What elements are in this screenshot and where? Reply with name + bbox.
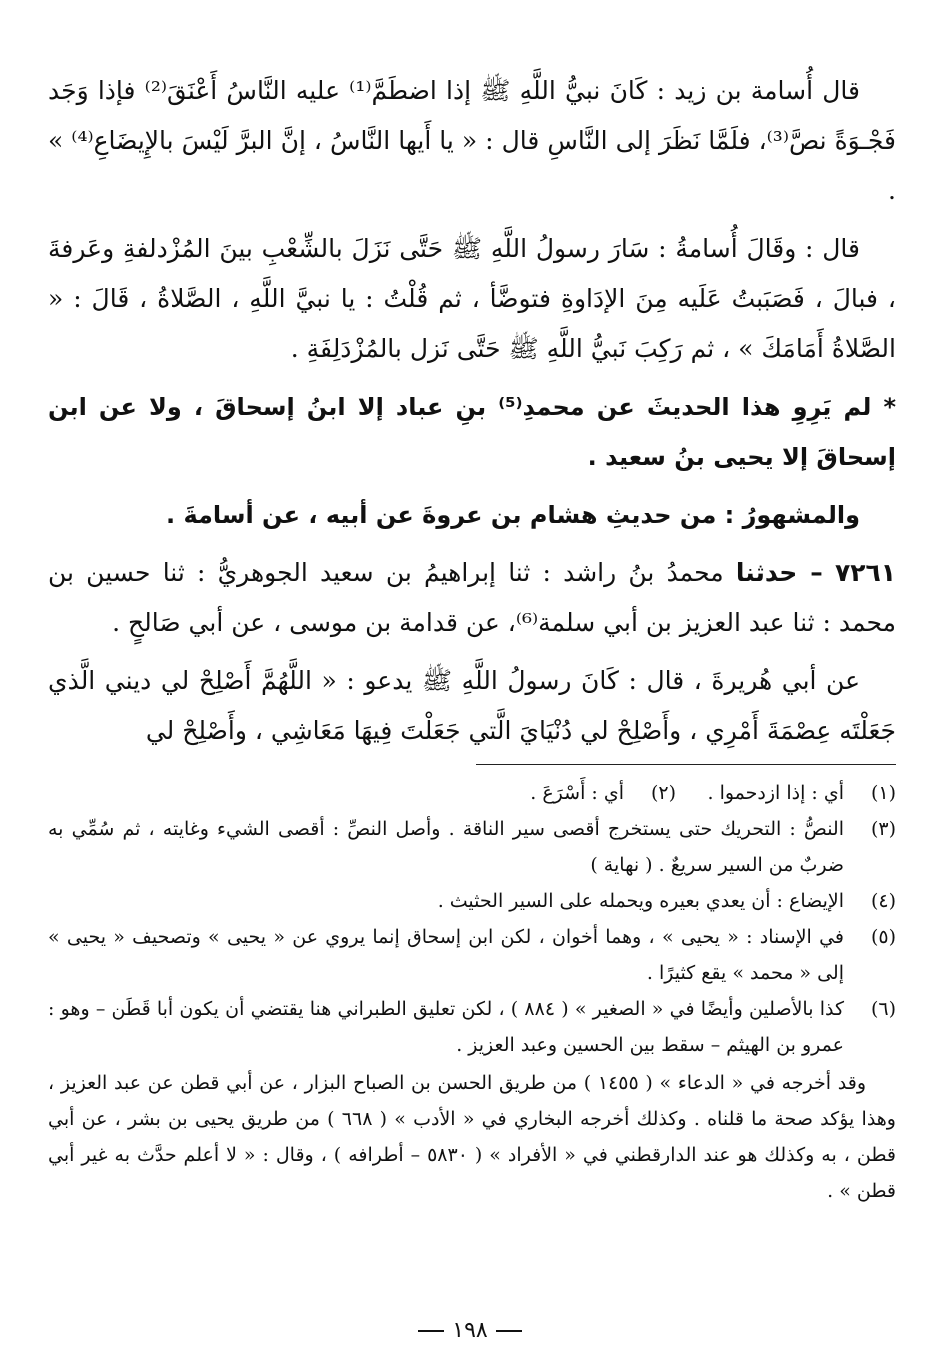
main-text [48, 66, 896, 756]
hadith-isnad-text: محمدُ بنُ راشد : ثنا إبراهيمُ بن سعيد الجوهريُّ : ثنا حسين بن محمد : ثنا عبد العزيز بن أبي سلمة⁽⁶⁾، عن قدامة بن موسى ، عن أبي صَالحٍ . [48, 558, 896, 637]
footnote-text: في الإسناد : « يحيى » ، وهما أخوان ، لكن ابن إسحاق إنما يروي عن « يحيى » وتصحيف « يحيى » إلى « محمد » يقع كثيرًا . [48, 926, 844, 984]
footnote-text: الإيضاع : أن يعدي بعيره ويحمله على السير الحثيث . [437, 890, 844, 912]
hadith-7261-matn: عن أبي هُريرةَ ، قال : كَانَ رسولُ اللَّهِ ﷺ يدعو : « اللَّهُمَّ أَصْلِحْ لي ديني الَّذي جَعَلْتَه عِصْمَةَ أَمْرِي ، وأَصْلِحْ لي دُنْيَايَ الَّتي جَعَلْتَ فِيهَا مَعَاشِي ، وأَصْلِحْ لي [48, 666, 896, 745]
footnote-number: (٦) [870, 998, 896, 1020]
footnote-6-continuation: وقد أخرجه في « الدعاء » ( ١٤٥٥ ) من طريق الحسن بن الصباح البزار ، عن أبي قطن عن عبد العزيز ، وهذا يؤكد صحة ما قلناه . وكذلك أخرجه البخاري في « الأدب » ( ٦٦٨ ) من طريق يحيى بن بشر ، عن أبي قطن ، به وكذلك هو عند الدارقطني في « الأفراد » ( ٥٨٣٠ – أطرافه ) ، وقال : « لا أعلم حدَّث به غير أبي قطن » . [48, 1072, 896, 1202]
paragraph-usama-2: قال : وقَالَ أُسامةُ : سَارَ رسولُ اللَّهِ ﷺ حَتَّى نَزَلَ بالشِّعْبِ بينَ المُزْدلفةِ وعَرفةَ ، فبالَ ، فَصَبَبتُ عَلَيه مِنَ الإدَاوةِ فتوضَّأ ، ثم قُلْتُ : يا نبيَّ اللَّهِ ، الصَّلاةُ ، قَالَ : « الصَّلاةُ أَمَامَكَ » ، ثم رَكِبَ نَبيُّ اللَّهِ ﷺ حَتَّى نَزل بالمُزْدَلِفَةِ . [48, 234, 896, 363]
mashhur-paragraph: والمشهورُ : من حديثِ هشام بن عروةَ عن أبيه ، عن أسامةَ . [165, 501, 860, 529]
paragraph-usama-1: قال أُسامة بن زيد : كَانَ نبيُّ اللَّهِ ﷺ إذا اضطَمَّ⁽¹⁾ عليه النَّاسُ أَعْنَقَ⁽²⁾ فإذا وَجَد فَجْـوَةً نصَّ⁽³⁾، فلَمَّا نَظَرَ إلى النَّاسِ قال : « يا أَيها النَّاسُ ، إنَّ البرَّ لَيْسَ بالإِيضَاعِ⁽⁴⁾ » . [48, 76, 896, 205]
footnote-number: (١) [870, 782, 896, 804]
footnote-number: (٥) [870, 926, 896, 948]
footnote-text: أي : أَسْرَعَ . [530, 782, 624, 804]
commentary-paragraph: * لم يَرِوِ هذا الحديثَ عن محمدِ⁽⁵⁾ بنِ عباد إلا ابنُ إسحاقَ ، ولا عن ابن إسحاقَ إلا يحيى بنُ سعيد . [48, 393, 896, 471]
footnote-4 [48, 883, 896, 919]
page-number [0, 1318, 940, 1343]
footnote-number: (٢) [650, 782, 676, 804]
footnote-number: (٤) [870, 890, 896, 912]
page-number-value: ١٩٨ [452, 1318, 488, 1343]
footnote-text: النصُّ : التحريك حتى يستخرج أقصى سير الناقة . وأصل النصِّ : أقصى الشيء وغايته ، ثم سُمِّي به ضربٌ من السير سريعٌ . ( نهاية ) [48, 818, 844, 876]
hadith-7261-isnad [48, 548, 896, 648]
footnotes [48, 775, 896, 1209]
footnote-6 [48, 991, 896, 1063]
book-page [48, 66, 896, 1209]
footnote-divider [476, 764, 896, 765]
footnote-3 [48, 811, 896, 883]
footnote-5 [48, 919, 896, 991]
footnote-text: أي : إذا ازدحموا . [707, 782, 844, 804]
footnote-1 [676, 775, 896, 811]
page-number-dash [418, 1330, 444, 1332]
hadith-lead: – حدثنا [735, 558, 823, 587]
footnote-text: كذا بالأصلين وأيضًا في « الصغير » ( ٨٨٤ ) ، لكن تعليق الطبراني هنا يقتضي أن يكون أبا قَطَن – وهو : عمرو بن الهيثم – سقط بين الحسين وعبد العزيز . [48, 998, 845, 1056]
footnote-2 [456, 775, 676, 811]
footnotes-1-2 [48, 775, 896, 811]
footnote-number: (٣) [870, 818, 896, 840]
hadith-number: ٧٢٦١ [834, 558, 896, 587]
page-number-dash [496, 1330, 522, 1332]
